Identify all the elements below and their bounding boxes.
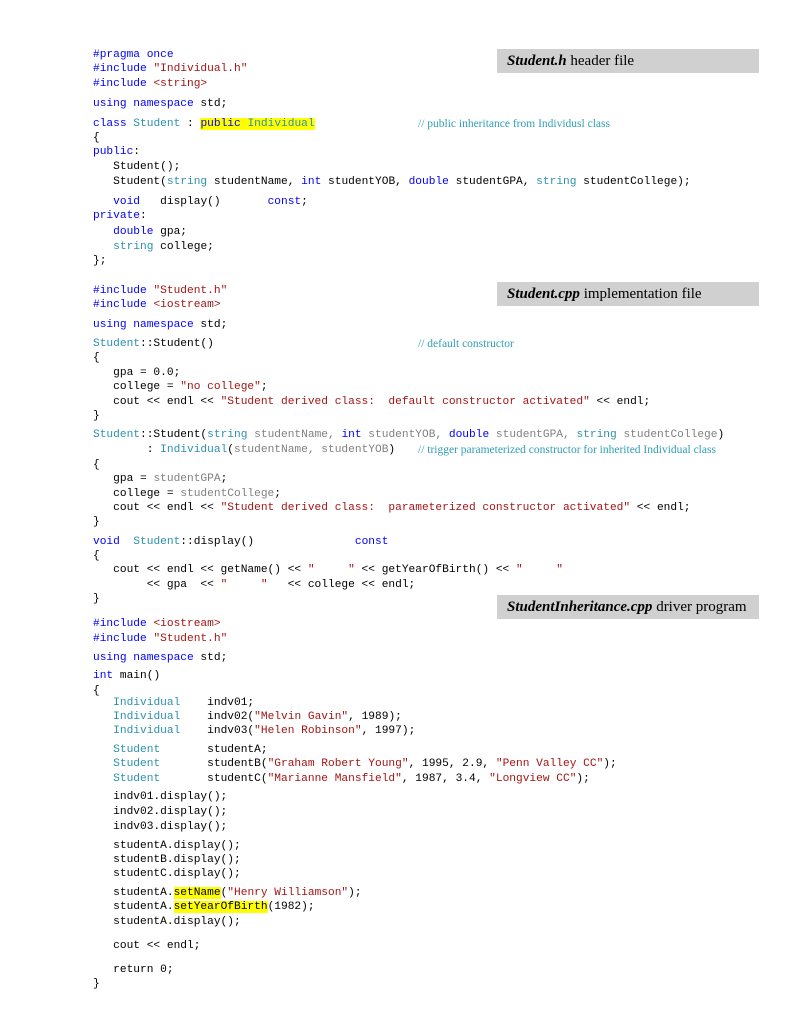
code-token: {	[93, 550, 100, 562]
code-token: void	[93, 536, 120, 548]
code-token: Individual	[113, 697, 181, 709]
code-token: std;	[193, 98, 228, 110]
code-token: "Helen Robinson"	[254, 725, 362, 737]
code-token: << gpa <<	[93, 579, 221, 591]
code-token: cout << endl << getName() <<	[93, 564, 308, 576]
code-token: Individual	[240, 118, 315, 130]
code-token: Student	[133, 536, 181, 548]
code-token: int	[341, 429, 362, 441]
code-token	[93, 697, 113, 709]
code-token: "Student.h"	[153, 633, 228, 645]
code-token: }	[93, 593, 100, 605]
code-token: ;	[220, 473, 228, 485]
code-token: , 1995, 2.9,	[408, 758, 496, 770]
code-line	[93, 743, 268, 757]
code-token: "no college"	[180, 381, 261, 393]
code-token: }	[93, 516, 100, 528]
code-line	[93, 145, 140, 159]
code-token: indv03(	[180, 725, 255, 737]
code-token: studentName, studentYOB	[234, 444, 389, 456]
code-token: << endl;	[589, 396, 651, 408]
banner-filename: Student.h	[507, 53, 567, 69]
code-line	[93, 195, 308, 209]
code-token: "Longview CC"	[489, 773, 577, 785]
code-token: studentA.display();	[93, 916, 241, 928]
banner-filename: Student.cpp	[507, 286, 580, 302]
code-line	[93, 501, 691, 515]
code-line	[93, 131, 100, 145]
code-token: };	[93, 255, 107, 267]
code-line	[93, 549, 100, 563]
code-token: "Graham Robert Young"	[267, 758, 409, 770]
code-token: studentC(	[160, 773, 268, 785]
code-line	[93, 77, 207, 91]
code-token: gpa;	[153, 226, 188, 238]
code-line	[93, 696, 254, 710]
code-line	[93, 886, 362, 900]
code-token: studentName,	[207, 176, 302, 188]
code-line	[93, 209, 147, 223]
code-line	[93, 563, 563, 577]
code-token: #include	[93, 633, 154, 645]
code-line	[93, 790, 227, 804]
trigger-constructor-comment: // trigger parameterized constructor for inherited Individual class	[418, 444, 716, 456]
code-line	[93, 977, 100, 991]
code-token: return 0;	[93, 964, 174, 976]
banner-description: implementation file	[579, 286, 702, 302]
code-token: Student(	[93, 176, 167, 188]
code-line	[93, 337, 214, 351]
code-line	[93, 867, 241, 881]
code-token	[93, 196, 113, 208]
code-token: studentCollege	[616, 429, 718, 441]
code-token: using namespace	[93, 319, 194, 331]
code-token: , 1997);	[361, 725, 416, 737]
code-token: studentCollege);	[576, 176, 691, 188]
code-token: :	[180, 118, 201, 130]
code-token: int	[301, 176, 322, 188]
code-token: , 1989);	[348, 711, 402, 723]
code-token: #pragma once	[93, 49, 174, 61]
code-line	[93, 117, 315, 131]
code-token: using namespace	[93, 652, 194, 664]
code-token: studentC.display();	[93, 868, 241, 880]
code-token: string	[113, 241, 154, 253]
code-token: studentName,	[247, 429, 342, 441]
code-line	[93, 724, 415, 738]
code-token: studentYOB,	[361, 429, 449, 441]
code-line	[93, 175, 691, 189]
code-token: indv03.display();	[93, 821, 228, 833]
code-token: string	[166, 176, 208, 188]
code-token: std;	[193, 319, 228, 331]
code-token: "Henry Williamson"	[227, 887, 349, 899]
code-token: class	[93, 118, 134, 130]
code-token: using namespace	[93, 98, 194, 110]
code-line	[93, 395, 650, 409]
code-line	[93, 963, 174, 977]
code-token: {	[93, 685, 100, 697]
code-token	[93, 241, 113, 253]
code-token: :	[93, 444, 161, 456]
code-token: Student	[133, 118, 181, 130]
code-token	[93, 711, 113, 723]
code-token: {	[93, 352, 100, 364]
code-line	[93, 535, 388, 549]
code-token: college =	[93, 381, 181, 393]
code-line	[93, 380, 268, 394]
code-line	[93, 409, 100, 423]
code-token: );	[348, 887, 362, 899]
banner-description: driver program	[652, 599, 747, 615]
code-token	[93, 758, 113, 770]
code-token: "Student derived class: parameterized constructor activated"	[220, 502, 631, 514]
code-token: ::Student()	[140, 338, 214, 350]
code-token: );	[576, 773, 590, 785]
code-token: studentCollege	[180, 488, 275, 500]
code-token: Student	[93, 338, 140, 350]
code-token: int	[93, 670, 114, 682]
code-token: college =	[93, 488, 181, 500]
code-line	[93, 900, 315, 914]
code-line	[93, 298, 221, 312]
code-token: <iostream>	[153, 618, 221, 630]
code-line	[93, 820, 227, 834]
student-h-banner	[497, 49, 759, 73]
code-token: setName	[173, 887, 221, 899]
code-token: std;	[193, 652, 228, 664]
code-line	[93, 487, 281, 501]
code-token: << endl;	[630, 502, 691, 514]
code-token: <string>	[153, 78, 208, 90]
code-token: indv02.display();	[93, 806, 228, 818]
code-token: :	[140, 210, 147, 222]
code-token: string	[576, 429, 617, 441]
code-token	[93, 226, 113, 238]
code-token: (1982);	[267, 901, 315, 913]
code-token: studentB.display();	[93, 854, 241, 866]
code-token: (	[227, 444, 234, 456]
code-token: const	[267, 196, 302, 208]
code-token	[93, 744, 113, 756]
code-line	[93, 915, 241, 929]
code-line	[93, 839, 241, 853]
code-token: gpa = 0.0;	[93, 367, 181, 379]
code-token: )	[388, 444, 396, 456]
code-line	[93, 757, 617, 771]
code-token: display()	[140, 196, 268, 208]
code-token: indv01.display();	[93, 791, 228, 803]
code-line	[93, 853, 241, 867]
code-token: studentA.	[93, 887, 174, 899]
code-token: (	[220, 887, 228, 899]
code-line	[93, 97, 227, 111]
code-token: "Marianne Mansfield"	[267, 773, 402, 785]
code-line	[93, 772, 590, 786]
code-line	[93, 472, 227, 486]
code-token: cout << endl;	[93, 940, 201, 952]
code-line	[93, 458, 100, 472]
code-token: Student	[113, 744, 161, 756]
code-line	[93, 254, 106, 268]
code-token: "Student.h"	[153, 285, 228, 297]
code-token: studentGPA,	[489, 429, 577, 441]
code-token: double	[448, 429, 490, 441]
code-token: "Melvin Gavin"	[254, 711, 349, 723]
code-token: <iostream>	[153, 299, 221, 311]
code-token	[120, 536, 133, 548]
code-token: indv01;	[180, 697, 255, 709]
code-line	[93, 578, 415, 592]
code-token: studentYOB,	[321, 176, 409, 188]
code-line	[93, 160, 180, 174]
code-token: "Individual.h"	[153, 63, 248, 75]
code-token: studentA;	[160, 744, 268, 756]
code-token: Student	[93, 429, 140, 441]
code-token: << getYearOfBirth() <<	[354, 564, 516, 576]
code-token: , 1987, 3.4,	[401, 773, 490, 785]
code-token: string	[207, 429, 248, 441]
code-token: gpa =	[93, 473, 154, 485]
driver-program-banner	[497, 595, 759, 619]
code-line	[93, 366, 180, 380]
code-token: }	[93, 410, 100, 422]
code-token: const	[354, 536, 389, 548]
code-line	[93, 710, 402, 724]
code-line	[93, 632, 227, 646]
code-token: " "	[307, 564, 355, 576]
code-token: "Student derived class: default constructor activated"	[220, 396, 590, 408]
banner-description: header file	[566, 53, 635, 69]
code-token: Student	[113, 758, 161, 770]
code-token: );	[603, 758, 617, 770]
public-inheritance-comment: // public inheritance from Individusl class	[418, 118, 610, 130]
code-token: ;	[274, 488, 281, 500]
code-token: :	[133, 146, 141, 158]
code-token: "Penn Valley CC"	[495, 758, 604, 770]
code-line	[93, 443, 395, 457]
code-token: )	[717, 429, 725, 441]
code-token: #include	[93, 78, 154, 90]
code-token: private	[93, 210, 140, 222]
code-token: studentA.display();	[93, 840, 241, 852]
code-token: {	[93, 459, 100, 471]
code-token: college;	[153, 241, 214, 253]
code-token: setYearOfBirth	[173, 901, 268, 913]
code-token: Student	[113, 773, 161, 785]
code-line	[93, 805, 227, 819]
code-line	[93, 48, 174, 62]
code-line	[93, 428, 724, 442]
code-line	[93, 669, 160, 683]
code-token: ;	[260, 381, 268, 393]
code-line	[93, 62, 247, 76]
code-token	[93, 725, 113, 737]
code-token: #include	[93, 63, 154, 75]
code-token: studentA.	[93, 901, 174, 913]
code-line	[93, 351, 100, 365]
code-token: #include	[93, 299, 154, 311]
code-token: public	[93, 146, 134, 158]
code-token: {	[93, 132, 100, 144]
code-token: studentB(	[160, 758, 268, 770]
code-line	[93, 617, 221, 631]
code-line	[93, 651, 227, 665]
default-constructor-comment: // default constructor	[418, 338, 514, 350]
code-line	[93, 515, 100, 529]
student-cpp-banner	[497, 282, 759, 306]
code-token: studentGPA,	[448, 176, 537, 188]
code-token: << college << endl;	[267, 579, 416, 591]
code-token: ::Student(	[140, 429, 208, 441]
code-token: #include	[93, 618, 154, 630]
code-token: double	[408, 176, 449, 188]
code-token: #include	[93, 285, 154, 297]
code-token: " "	[515, 564, 563, 576]
code-token: studentGPA	[153, 473, 221, 485]
code-token: indv02(	[180, 711, 255, 723]
code-token: Student();	[93, 161, 181, 173]
code-token: main()	[113, 670, 161, 682]
code-token: double	[113, 226, 154, 238]
code-line	[93, 225, 187, 239]
code-token	[93, 773, 113, 785]
code-line	[93, 939, 200, 953]
code-token: string	[536, 176, 577, 188]
code-line	[93, 240, 214, 254]
code-token: Individual	[160, 444, 228, 456]
code-token: cout << endl <<	[93, 502, 221, 514]
code-token: cout << endl <<	[93, 396, 221, 408]
code-token: void	[113, 196, 141, 208]
code-token: Individual	[113, 711, 181, 723]
code-token: Individual	[113, 725, 181, 737]
code-token: public	[200, 118, 241, 130]
code-line	[93, 284, 227, 298]
banner-filename: StudentInheritance.cpp	[507, 599, 653, 615]
code-token: }	[93, 978, 100, 990]
code-line	[93, 318, 227, 332]
code-token: ::display()	[180, 536, 355, 548]
code-token: ;	[301, 196, 308, 208]
code-line	[93, 592, 100, 606]
code-token: " "	[220, 579, 268, 591]
